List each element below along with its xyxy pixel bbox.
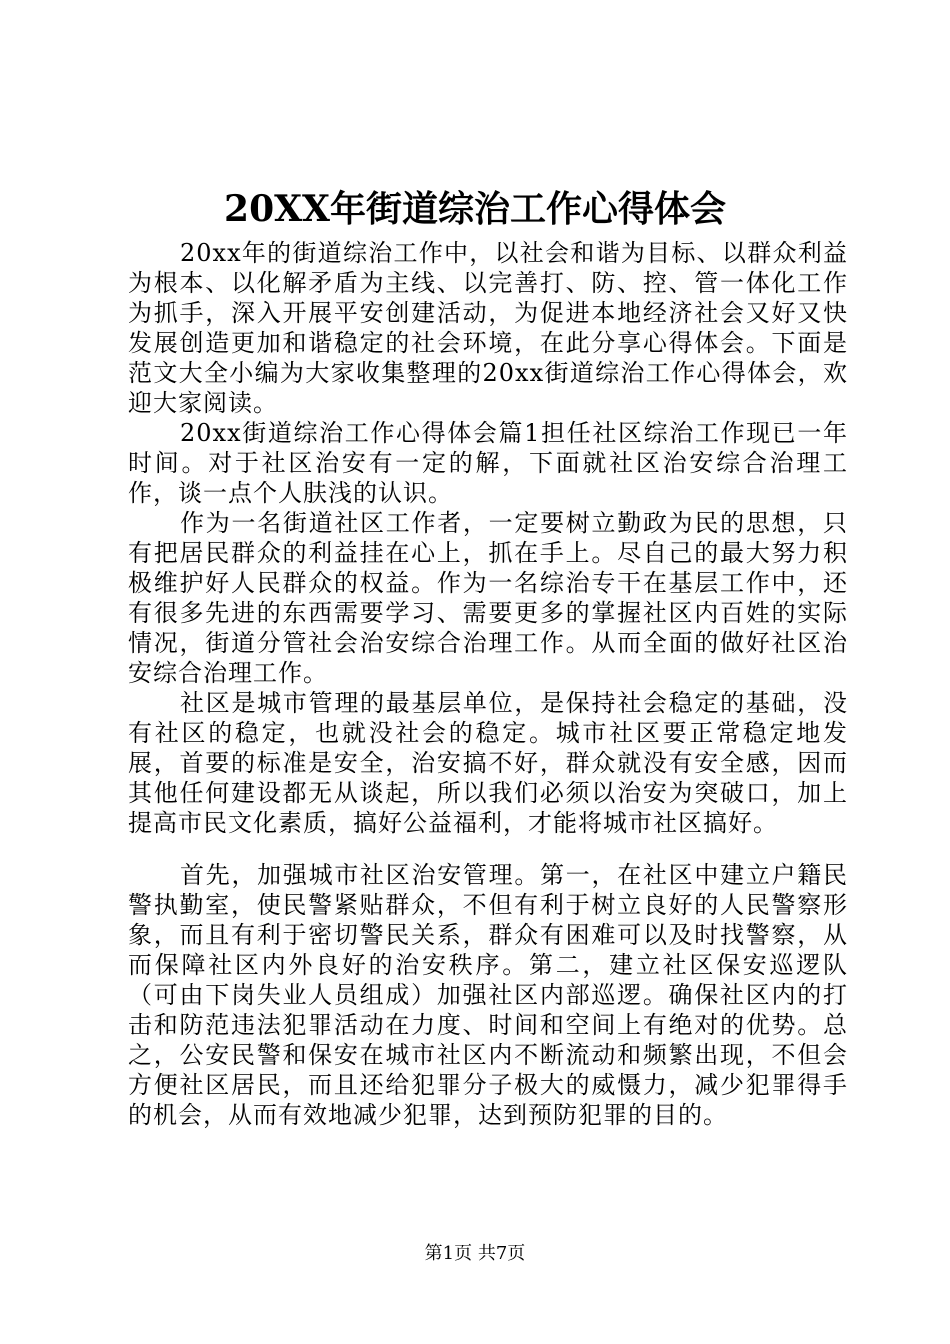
paragraph-article-1: 20xx街道综治工作心得体会篇1担任社区综治工作现已一年时间。对于社区治安有一定的解，下面就社区治安综合治理工作，谈一点个人肤浅的认识。	[128, 419, 848, 507]
document-title: 20XX年街道综治工作心得体会	[224, 188, 726, 230]
paragraph-spacer	[128, 838, 848, 860]
document-body	[128, 238, 848, 1130]
paragraph-work-attitude: 作为一名街道社区工作者，一定要树立勤政为民的思想，只有把居民群众的利益挂在心上，抓在手上。尽自己的最大努力积极维护好人民群众的权益。作为一名综治专干在基层工作中，还有很多先进的东西需要学习、需要更多的掌握社区内百姓的实际情况，街道分管社会治安综合治理工作。从而全面的做好社区治安综合治理工作。	[128, 509, 848, 687]
paragraph-security-management: 首先，加强城市社区治安管理。第一，在社区中建立户籍民警执勤室，使民警紧贴群众，不但有利于树立良好的人民警察形象，而且有利于密切警民关系，群众有困难可以及时找警察，从而保障社区内外良好的治安秩序。第二，建立社区保安巡逻队（可由下岗失业人员组成）加强社区内部巡逻。确保社区内的打击和防范违法犯罪活动在力度、时间和空间上有绝对的优势。总之，公安民警和保安在城市社区内不断流动和频繁出现，不但会方便社区居民，而且还给犯罪分子极大的威慑力，减少犯罪得手的机会，从而有效地减少犯罪，达到预防犯罪的目的。	[128, 861, 848, 1129]
paragraph-community-stability: 社区是城市管理的最基层单位，是保持社会稳定的基础，没有社区的稳定，也就没社会的稳定。城市社区要正常稳定地发展，首要的标准是安全，治安搞不好，群众就没有安全感，因而其他任何建设都无从谈起，所以我们必须以治安为突破口，加上提高市民文化素质，搞好公益福利，才能将城市社区搞好。	[128, 689, 848, 837]
paragraph-intro: 20xx年的街道综治工作中，以社会和谐为目标、以群众利益为根本、以化解矛盾为主线、以完善打、防、控、管一体化工作为抓手，深入开展平安创建活动，为促进本地经济社会又好又快发展创造更加和谐稳定的社会环境，在此分享心得体会。下面是范文大全小编为大家收集整理的20xx街道综治工作心得体会，欢迎大家阅读。	[128, 239, 848, 417]
page-number-footer: 第1页 共7页	[424, 1243, 526, 1264]
